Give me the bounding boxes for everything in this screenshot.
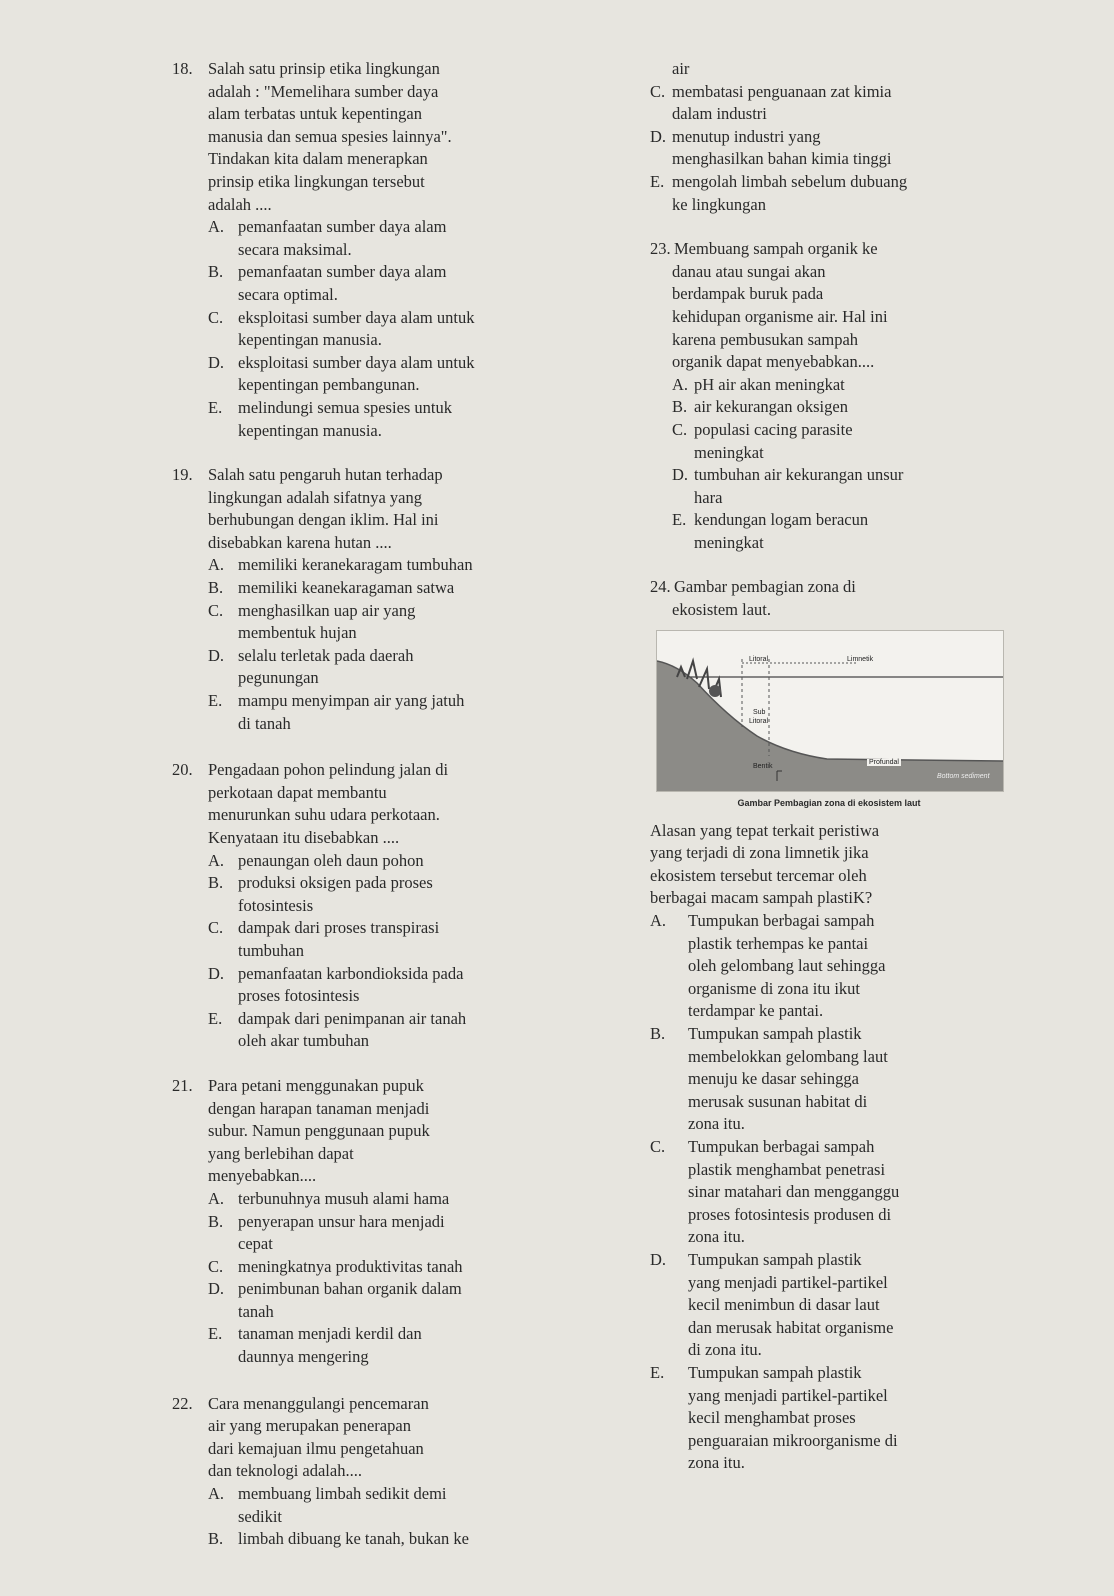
option-b[interactable]: B. penyerapan unsur hara menjadi xyxy=(208,1211,445,1231)
question-24: 24. Gambar pembagian zona di ekosistem laut. Litoral Limnetik Sub Litoral Bentik Profundal Bottom sediment Gambar Pembagian zona di ekosistem laut Alasan yang tepat terkait peristiwa yang terjadi di zona limnetik jika ekosistem tersebut tercemar oleh berbagai macam sampah plastiK? A. Tumpukan berbagai sampah plastik terhempas ke pantai oleh gelombang laut sehingga organisme di zona itu ikut terdampar ke pantai. B. Tumpukan sampah plastik membelokkan gelombang laut menuju ke dasar sehingga merusak susunan habitat di zona itu. C. Tumpukan berbagai sampah plastik menghambat penetrasi sinar matahari dan mengganggu proses fotosintesis produsen di zona itu. D. Tumpukan sampah plastik yang menjadi partikel-partikel kecil menimbun di dasar laut dan merusak habitat organisme di zona itu. E. Tumpukan sampah plastik yang menjadi partikel-partikel kecil menghambat proses penguaraian mikroorganisme di zona itu. xyxy=(650,576,960,1474)
option-a[interactable]: A. memiliki keranekaragam tumbuhan xyxy=(208,555,473,575)
label-sublitoral: Litoral xyxy=(749,717,769,725)
option-c[interactable]: C. Tumpukan berbagai sampah xyxy=(650,1136,875,1156)
ocean-zone-figure xyxy=(656,630,1004,792)
question-22: 22. Cara menanggulangi pencemaran air yang merupakan penerapan dari kemajuan ilmu pengetahuan dan teknologi adalah.... A. membuang limbah sedikit demi sedikit B. limbah dibuang ke tanah, bukan ke xyxy=(172,1393,542,1551)
option-b[interactable]: B. air kekurangan oksigen xyxy=(672,397,848,417)
option-d[interactable]: D. selalu terletak pada daerah xyxy=(208,645,414,665)
option-e[interactable]: E. dampak dari penimpanan air tanah xyxy=(208,1008,467,1028)
question-number: 24. xyxy=(650,577,671,597)
label-profundal: Profundal xyxy=(869,758,899,766)
label-sub: Sub xyxy=(753,708,766,716)
option-b[interactable]: B. memiliki keanekaragaman satwa xyxy=(208,578,455,598)
question-20: 20. Pengadaan pohon pelindung jalan di perkotaan dapat membantu menurunkan suhu udara perkotaan. Kenyataan itu disebabkan .... A. penaungan oleh daun pohon B. produksi oksigen pada proses fotosintesis C. dampak dari proses transpirasi tumbuhan D. pemanfaatan karbondioksida pada proses fotosintesis E. dampak dari penimpanan air tanah oleh akar tumbuhan xyxy=(172,759,542,1053)
question-22-continued: air C. membatasi penguanaan zat kimia dalam industri D. menutup industri yang menghasilkan bahan kimia tinggi E. mengolah limbah sebelum dubuang ke lingkungan xyxy=(650,58,960,216)
question-number: 21. xyxy=(172,1075,193,1095)
option-c[interactable]: C. populasi cacing parasite xyxy=(672,419,853,439)
option-e[interactable]: E. mengolah limbah sebelum dubuang xyxy=(650,171,908,191)
option-a[interactable]: A. membuang limbah sedikit demi xyxy=(208,1484,447,1504)
option-e[interactable]: E. melindungi semua spesies untuk xyxy=(208,397,453,417)
option-a[interactable]: A. terbunuhnya musuh alami hama xyxy=(208,1188,450,1208)
option-e[interactable]: E. kendungan logam beracun xyxy=(672,510,869,530)
label-limnetik: Limnetik xyxy=(847,655,874,663)
question-18: 18. Salah satu prinsip etika lingkungan adalah : "Memelihara sumber daya alam terbatas untuk kepentingan manusia dan semua spesies lainnya". Tindakan kita dalam menerapkan prinsip etika lingkungan tersebut adalah .... A. pemanfaatan sumber daya alam secara maksimal. B. pemanfaatan sumber daya alam secara optimal. C. eksploitasi sumber daya alam untuk kepentingan manusia. D. eksploitasi sumber daya alam untuk kepentingan pembangunan. E. melindungi semua spesies untuk kepentingan manusia. xyxy=(172,58,542,442)
question-number: 22. xyxy=(172,1393,193,1413)
ocean-zone-diagram xyxy=(657,631,1003,791)
right-column xyxy=(650,58,990,1475)
label-litoral: Litoral xyxy=(749,655,769,663)
option-e[interactable]: E. Tumpukan sampah plastik xyxy=(650,1362,862,1382)
option-c[interactable]: C. membatasi penguanaan zat kimia xyxy=(650,81,892,101)
option-d[interactable]: D. pemanfaatan karbondioksida pada xyxy=(208,963,464,983)
left-column xyxy=(172,58,542,1551)
option-a[interactable]: A. penaungan oleh daun pohon xyxy=(208,850,424,870)
option-d[interactable]: D. eksploitasi sumber daya alam untuk xyxy=(208,352,475,372)
label-bottom-sediment: Bottom sediment xyxy=(937,772,990,780)
option-c[interactable]: C. meningkatnya produktivitas tanah xyxy=(208,1256,463,1276)
question-21: 21. Para petani menggunakan pupuk dengan harapan tanaman menjadi subur. Namun penggunaan pupuk yang berlebihan dapat menyebabkan.... A. terbunuhnya musuh alami hama B. penyerapan unsur hara menjadi cepat C. meningkatnya produktivitas tanah D. penimbunan bahan organik dalam tanah E. tanaman menjadi kerdil dan daunnya mengering xyxy=(172,1075,542,1369)
option-d[interactable]: D. Tumpukan sampah plastik xyxy=(650,1249,862,1269)
question-19: 19. Salah satu pengaruh hutan terhadap lingkungan adalah sifatnya yang berhubungan dengan iklim. Hal ini disebabkan karena hutan .... A. memiliki keranekaragam tumbuhan B. memiliki keanekaragaman satwa C. menghasilkan uap air yang membentuk hujan D. selalu terletak pada daerah pegunungan E. mampu menyimpan air yang jatuh di tanah xyxy=(172,464,542,735)
option-b[interactable]: B. Tumpukan sampah plastik xyxy=(650,1024,862,1043)
question-23: 23. Membuang sampah organik ke danau atau sungai akan berdampak buruk pada kehidupan organisme air. Hal ini karena pembusukan sampah organik dapat menyebabkan.... A. pH air akan meningkat B. air kekurangan oksigen C. populasi cacing parasite meningkat D. tumbuhan air kekurangan unsur hara E. kendungan logam beracun meningkat xyxy=(650,238,960,554)
option-a[interactable]: A. Tumpukan berbagai sampah xyxy=(650,911,875,931)
figure-caption: Gambar Pembagian zona di ekosistem laut xyxy=(737,797,921,808)
option-b[interactable]: B. pemanfaatan sumber daya alam xyxy=(208,262,447,282)
option-b[interactable]: B. produksi oksigen pada proses xyxy=(208,873,433,893)
option-c[interactable]: C. eksploitasi sumber daya alam untuk xyxy=(208,307,475,327)
option-d[interactable]: D. tumbuhan air kekurangan unsur xyxy=(672,465,904,485)
question-number: 19. xyxy=(172,465,193,485)
option-e[interactable]: E. tanaman menjadi kerdil dan xyxy=(208,1324,422,1344)
option-d[interactable]: D. penimbunan bahan organik dalam xyxy=(208,1279,462,1299)
question-number: 20. xyxy=(172,760,193,780)
question-number: 23. xyxy=(650,239,671,259)
option-a[interactable]: A. pH air akan meningkat xyxy=(672,374,845,394)
option-a[interactable]: A. pemanfaatan sumber daya alam xyxy=(208,217,447,237)
option-e[interactable]: E. mampu menyimpan air yang jatuh xyxy=(208,691,465,711)
option-d[interactable]: D. menutup industri yang xyxy=(650,126,821,146)
question-number: 18. xyxy=(172,59,193,78)
option-b[interactable]: B. limbah dibuang ke tanah, bukan ke xyxy=(208,1529,469,1549)
label-bentik: Bentik xyxy=(753,762,773,770)
option-c[interactable]: C. menghasilkan uap air yang xyxy=(208,600,416,620)
option-c[interactable]: C. dampak dari proses transpirasi xyxy=(208,918,440,938)
